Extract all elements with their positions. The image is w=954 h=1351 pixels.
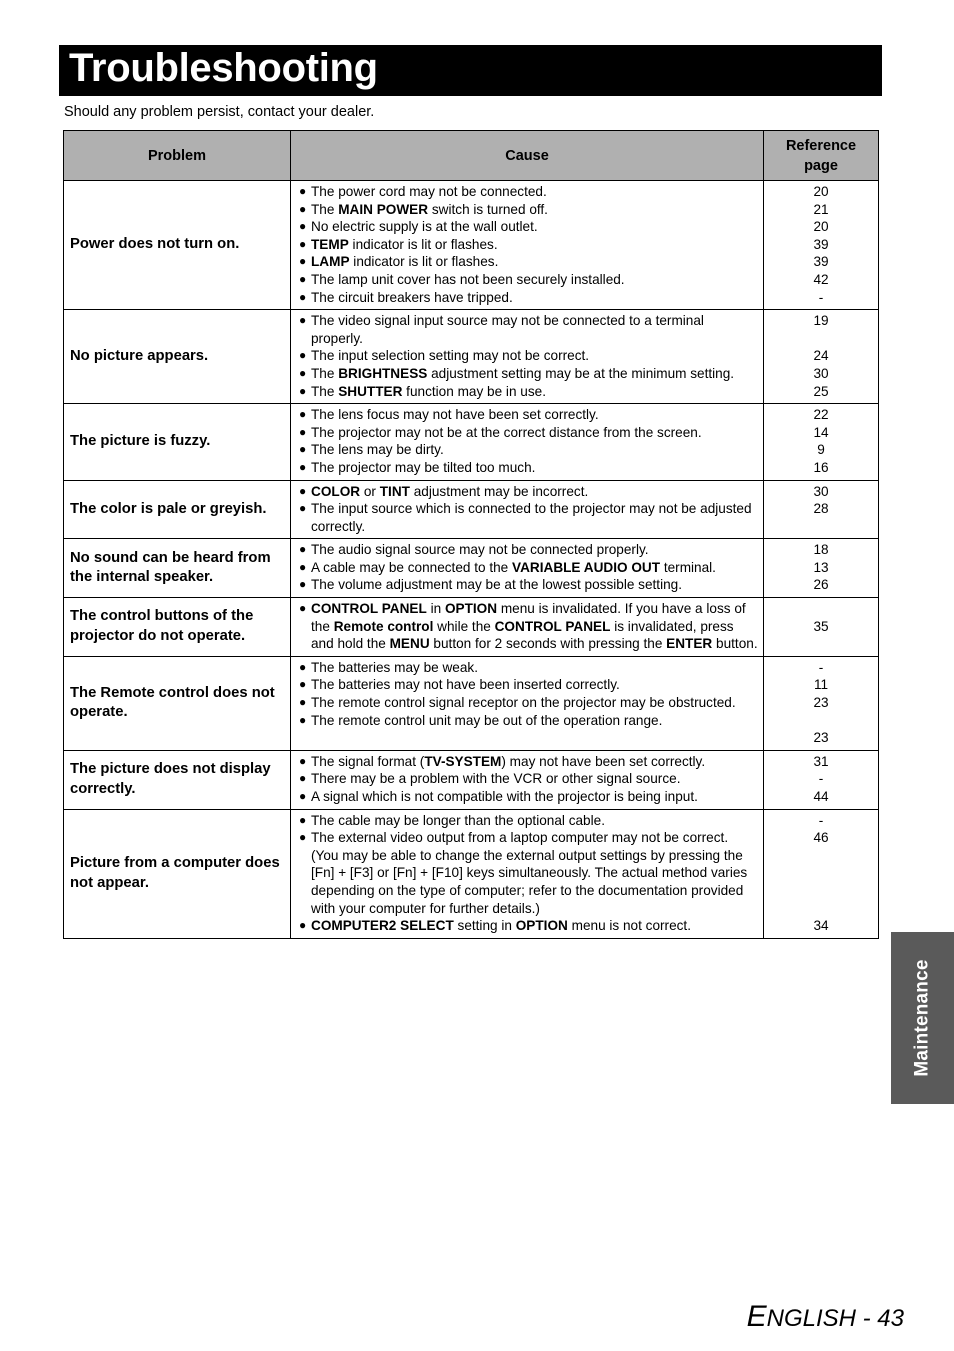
reference-page: 11 (813, 677, 829, 693)
cause-cell (291, 480, 764, 539)
cause-text: ) may not have been set correctly. (501, 753, 706, 769)
cause-item (299, 829, 759, 917)
cause-text: adjustment may be incorrect. (409, 483, 589, 499)
cause-text: The video signal input source may not be connected to a terminal properly. (311, 313, 704, 346)
cause-text: adjustment setting may be at the minimum setting. (427, 365, 735, 381)
intro-text: Should any problem persist, contact your dealer. (64, 104, 375, 120)
cause-item (299, 483, 759, 501)
header-cause: Cause (291, 131, 764, 181)
page-title: Troubleshooting (69, 46, 378, 90)
reference-page: 28 (813, 501, 829, 517)
cause-keyword: ENTER (666, 636, 713, 652)
reference-page: 35 (813, 618, 829, 634)
cause-keyword: COMPUTER2 SELECT (311, 918, 454, 934)
cause-item (299, 788, 759, 806)
cause-text: function may be in use. (402, 383, 546, 399)
cause-item (299, 659, 759, 677)
cause-item (299, 289, 759, 307)
cause-cell (291, 598, 764, 657)
bullet-icon: ● (299, 789, 307, 803)
cause-item (299, 201, 759, 219)
cause-keyword: Remote control (333, 618, 434, 634)
reference-page: 31 (813, 753, 829, 769)
bullet-icon: ● (299, 712, 307, 727)
cause-item (299, 441, 759, 459)
reference-cell (764, 750, 879, 809)
bullet-icon: ● (299, 677, 307, 692)
bullet-icon: ● (299, 254, 307, 269)
bullet-icon: ● (299, 424, 307, 439)
cause-text: The circuit breakers have tripped. (311, 289, 513, 305)
cause-keyword: BRIGHTNESS (338, 365, 428, 381)
problem-cell: The picture does not display correctly. (64, 750, 291, 809)
table-row (64, 404, 879, 480)
bullet-icon: ● (299, 559, 307, 574)
cause-keyword: MENU (389, 636, 430, 652)
reference-page: 30 (813, 483, 829, 499)
reference-page: 23 (813, 695, 829, 711)
cause-text: There may be a problem with the VCR or other signal source. (311, 771, 681, 787)
bullet-icon: ● (299, 407, 307, 422)
page-footer (747, 1300, 904, 1334)
reference-page: 14 (813, 424, 829, 440)
header-reference-line2: page (804, 157, 838, 174)
reference-cell (764, 310, 879, 404)
cause-item (299, 753, 759, 771)
bullet-icon: ● (299, 601, 307, 616)
cause-text: The input selection setting may not be correct. (311, 348, 590, 364)
table-row (64, 181, 879, 310)
cause-text: A cable may be connected to the (311, 559, 513, 575)
cause-text: The input source which is connected to the projector may not be adjusted correctly. (311, 501, 752, 534)
cause-item (299, 459, 759, 477)
reference-cell (764, 404, 879, 480)
reference-cell (764, 809, 879, 938)
table-row (64, 310, 879, 404)
problem-cell: The color is pale or greyish. (64, 480, 291, 539)
cause-text: The batteries may not have been inserted correctly. (311, 677, 620, 693)
bullet-icon: ● (299, 313, 307, 328)
reference-page: 26 (813, 577, 829, 593)
cause-keyword: CONTROL PANEL (494, 618, 611, 634)
cause-item (299, 770, 759, 788)
table-row (64, 809, 879, 938)
cause-keyword: TEMP (311, 236, 349, 252)
bullet-icon: ● (299, 289, 307, 304)
cause-text: A signal which is not compatible with the projector is being input. (311, 789, 698, 804)
cause-keyword: TINT (379, 483, 410, 499)
bullet-icon: ● (299, 812, 307, 827)
table-row (64, 656, 879, 750)
reference-page: 42 (813, 271, 829, 287)
cause-text: The (311, 383, 339, 399)
bullet-icon: ● (299, 348, 307, 363)
cause-item (299, 271, 759, 289)
reference-page: 39 (813, 254, 829, 270)
table-row (64, 480, 879, 539)
cause-cell (291, 310, 764, 404)
cause-text: The volume adjustment may be at the lowest possible setting. (311, 577, 683, 593)
bullet-icon: ● (299, 236, 307, 251)
bullet-icon: ● (299, 659, 307, 674)
cause-text: The batteries may be weak. (311, 659, 478, 675)
cause-item (299, 183, 759, 201)
bullet-icon: ● (299, 577, 307, 592)
reference-page: - (818, 289, 824, 305)
reference-cell (764, 656, 879, 750)
cause-item (299, 236, 759, 254)
cause-keyword: SHUTTER (338, 383, 403, 399)
reference-cell (764, 598, 879, 657)
problem-cell: The control buttons of the projector do not operate. (64, 598, 291, 657)
table-body (64, 181, 879, 939)
cause-item (299, 218, 759, 236)
cause-item (299, 500, 759, 535)
cause-text: indicator is lit or flashes. (348, 236, 498, 252)
cause-text: in (426, 601, 445, 617)
footer-language-page: NGLISH - 43 (766, 1305, 904, 1332)
cause-keyword: MAIN POWER (338, 201, 429, 217)
cause-text: while the (433, 618, 495, 634)
cause-text: or (360, 483, 380, 499)
reference-page: 44 (813, 789, 829, 804)
cause-item (299, 312, 759, 347)
cause-cell (291, 656, 764, 750)
bullet-icon: ● (299, 383, 307, 398)
cause-item (299, 253, 759, 271)
cause-item (299, 406, 759, 424)
reference-page: - (818, 659, 824, 675)
cause-keyword: CONTROL PANEL (311, 601, 427, 617)
cause-cell (291, 181, 764, 310)
reference-page: - (818, 812, 824, 828)
reference-page: 39 (813, 236, 829, 252)
reference-page: 20 (813, 184, 829, 199)
bullet-icon: ● (299, 542, 307, 557)
header-reference (764, 131, 879, 181)
cause-text: switch is turned off. (428, 201, 548, 217)
bullet-icon: ● (299, 219, 307, 234)
cause-item (299, 424, 759, 442)
bullet-icon: ● (299, 483, 307, 498)
cause-keyword: VARIABLE AUDIO OUT (512, 559, 661, 575)
cause-keyword: OPTION (515, 918, 568, 934)
cause-text: The projector may not be at the correct distance from the screen. (311, 424, 702, 440)
reference-cell (764, 480, 879, 539)
reference-page: 9 (817, 442, 825, 458)
reference-page: - (818, 771, 824, 787)
cause-keyword: TV-SYSTEM (424, 753, 502, 769)
reference-page: 46 (813, 830, 829, 846)
problem-cell: No picture appears. (64, 310, 291, 404)
bullet-icon: ● (299, 442, 307, 457)
cause-text: The power cord may not be connected. (311, 184, 547, 199)
bullet-icon: ● (299, 771, 307, 786)
cause-text: button. (712, 636, 758, 652)
cause-text: menu is not correct. (567, 918, 691, 934)
cause-keyword: LAMP (311, 254, 350, 270)
cause-item (299, 559, 759, 577)
cause-cell (291, 809, 764, 938)
cause-keyword: OPTION (444, 601, 498, 617)
cause-text: The lamp unit cover has not been securely installed. (311, 271, 625, 287)
section-tab (891, 932, 954, 1104)
bullet-icon: ● (299, 830, 307, 845)
header-problem: Problem (64, 131, 291, 181)
cause-text: The projector may be tilted too much. (311, 459, 536, 475)
cause-text: is invalidated, press and hold the (311, 618, 734, 652)
cause-text: The audio signal source may not be connected properly. (311, 542, 649, 558)
bullet-icon: ● (299, 459, 307, 474)
cause-text: The cable may be longer than the optional cable. (311, 812, 605, 828)
header-reference-line1: Reference (785, 137, 857, 154)
bullet-icon: ● (299, 695, 307, 710)
cause-text: menu is invalidated. If you have a loss of the (311, 601, 746, 634)
cause-item (299, 347, 759, 365)
bullet-icon: ● (299, 365, 307, 380)
cause-item (299, 712, 759, 730)
title-bar (59, 45, 882, 96)
troubleshooting-table (63, 130, 879, 939)
section-tab-label: Maintenance (911, 959, 933, 1077)
cause-text: No electric supply is at the wall outlet. (311, 219, 538, 235)
reference-page: 24 (813, 348, 829, 364)
cause-item (299, 576, 759, 594)
table-row (64, 750, 879, 809)
bullet-icon: ● (299, 918, 307, 933)
cause-item (299, 365, 759, 383)
cause-text: terminal. (660, 559, 716, 575)
problem-cell: Power does not turn on. (64, 181, 291, 310)
cause-text: setting in (453, 918, 516, 934)
reference-page: 16 (813, 459, 829, 475)
bullet-icon: ● (299, 184, 307, 198)
cause-item (299, 812, 759, 830)
cause-text: The (311, 365, 339, 381)
bullet-icon: ● (299, 501, 307, 516)
reference-page: 22 (813, 407, 829, 423)
problem-cell: Picture from a computer does not appear. (64, 809, 291, 938)
cause-item (299, 917, 759, 935)
cause-keyword: COLOR (311, 483, 361, 499)
reference-page: 34 (813, 918, 829, 934)
reference-cell (764, 181, 879, 310)
cause-text: The remote control signal receptor on the projector may be obstructed. (311, 695, 736, 711)
problem-cell: The Remote control does not operate. (64, 656, 291, 750)
cause-item (299, 600, 759, 653)
footer-initial: E (746, 1300, 767, 1333)
cause-cell (291, 539, 764, 598)
cause-text: The remote control unit may be out of the operation range. (311, 712, 663, 728)
cause-text: The (311, 201, 339, 217)
reference-cell (764, 539, 879, 598)
cause-item (299, 694, 759, 712)
cause-item (299, 676, 759, 694)
cause-text: The lens focus may not have been set correctly. (311, 407, 599, 423)
reference-page: 18 (813, 542, 829, 558)
reference-page: 13 (813, 559, 829, 575)
reference-page: 23 (813, 730, 829, 746)
cause-item (299, 383, 759, 401)
table-row (64, 539, 879, 598)
reference-page: 19 (813, 313, 829, 329)
cause-text: button for 2 seconds with pressing the (429, 636, 667, 652)
cause-text: indicator is lit or flashes. (349, 254, 499, 270)
table-row (64, 598, 879, 657)
cause-text: The external video output from a laptop computer may not be correct. (You may be able to change the external output settings by pressing the [Fn] + [F3] or [Fn] + [F10] keys simultaneously. The actual method varies depending on the type of computer; refer to the documentation provided with your computer for further details.) (311, 830, 748, 916)
problem-cell: The picture is fuzzy. (64, 404, 291, 480)
table-header-row (64, 131, 879, 181)
bullet-icon: ● (299, 753, 307, 768)
cause-cell (291, 404, 764, 480)
reference-page: 20 (813, 219, 829, 235)
reference-page: 30 (813, 365, 829, 381)
cause-text: The lens may be dirty. (311, 442, 444, 458)
cause-text: The signal format ( (311, 753, 425, 769)
reference-page: 21 (813, 201, 829, 217)
bullet-icon: ● (299, 271, 307, 286)
reference-page: 25 (813, 383, 829, 399)
problem-cell: No sound can be heard from the internal speaker. (64, 539, 291, 598)
cause-cell (291, 750, 764, 809)
cause-item (299, 541, 759, 559)
bullet-icon: ● (299, 201, 307, 216)
